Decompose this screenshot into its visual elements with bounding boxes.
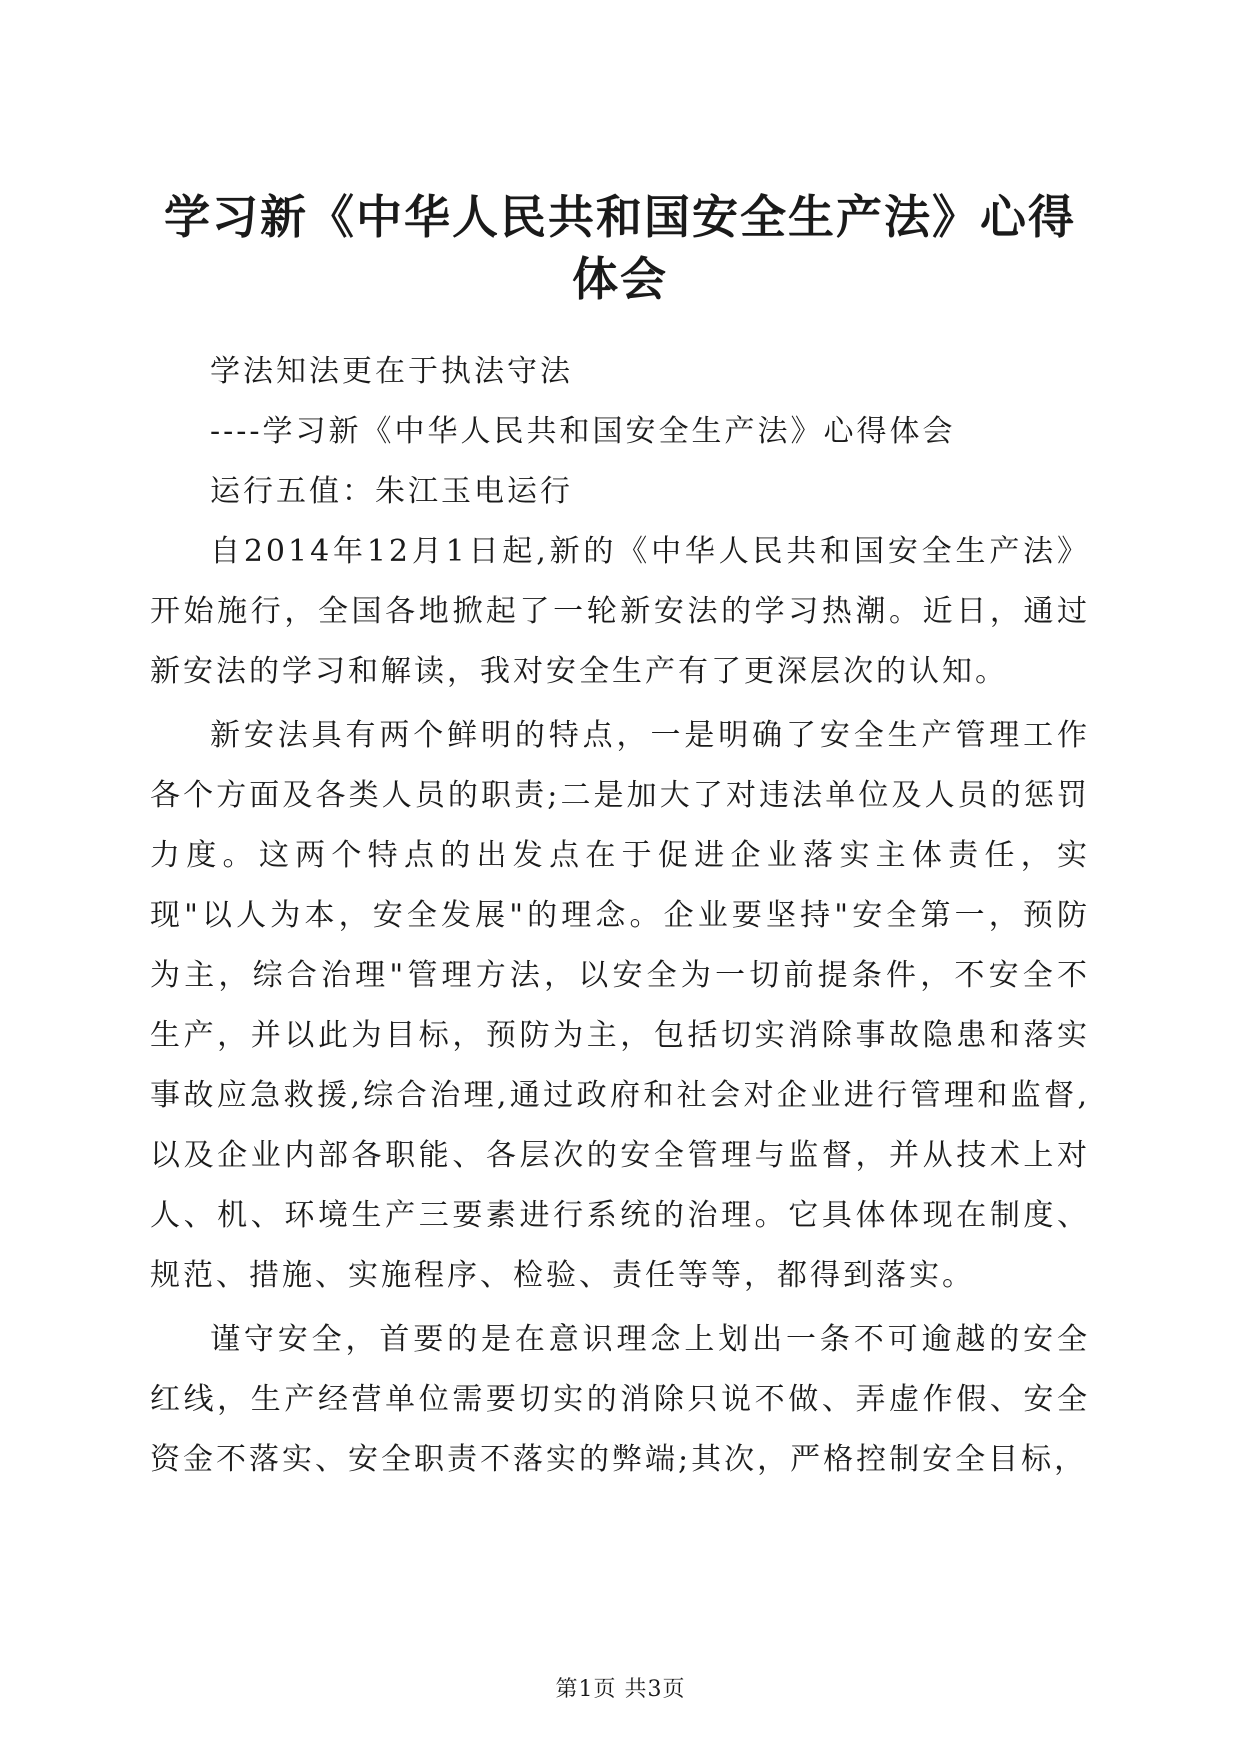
- paragraph-3: 谨守安全，首要的是在意识理念上划出一条不可逾越的安全红线，生产经营单位需要切实的消除只说不做、弄虚作假、安全资金不落实、安全职责不落实的弊端;其次，严格控制安全目标，: [150, 1322, 1090, 1477]
- paragraph-1: 自2014年12月1日起,新的《中华人民共和国安全生产法》开始施行，全国各地掀起了一轮新安法的学习热潮。近日，通过新安法的学习和解读，我对安全生产有了更深层次的认知。: [150, 534, 1090, 689]
- subtitle: 学法知法更在于执法守法: [210, 354, 573, 389]
- author-line: 运行五值：朱江玉电运行: [210, 474, 573, 509]
- document-body: [150, 342, 1090, 1494]
- document-title: 学习新《中华人民共和国安全生产法》心得体会: [164, 190, 1076, 306]
- page-number-footer: 第1页 共3页: [555, 1677, 686, 1702]
- paragraph-2: 新安法具有两个鲜明的特点，一是明确了安全生产管理工作各个方面及各类人员的职责;二是加大了对违法单位及人员的惩罚力度。这两个特点的出发点在于促进企业落实主体责任，实现"以人为本，安全发展"的理念。企业要坚持"安全第一，预防为主，综合治理"管理方法，以安全为一切前提条件，不安全不生产，并以此为目标，预防为主，包括切实消除事故隐患和落实事故应急救援,综合治理,通过政府和社会对企业进行管理和监督,以及企业内部各职能、各层次的安全管理与监督，并从技术上对人、机、环境生产三要素进行系统的治理。它具体体现在制度、规范、措施、实施程序、检验、责任等等，都得到落实。: [150, 718, 1090, 1293]
- subtitle-secondary: ----学习新《中华人民共和国安全生产法》心得体会: [210, 414, 956, 449]
